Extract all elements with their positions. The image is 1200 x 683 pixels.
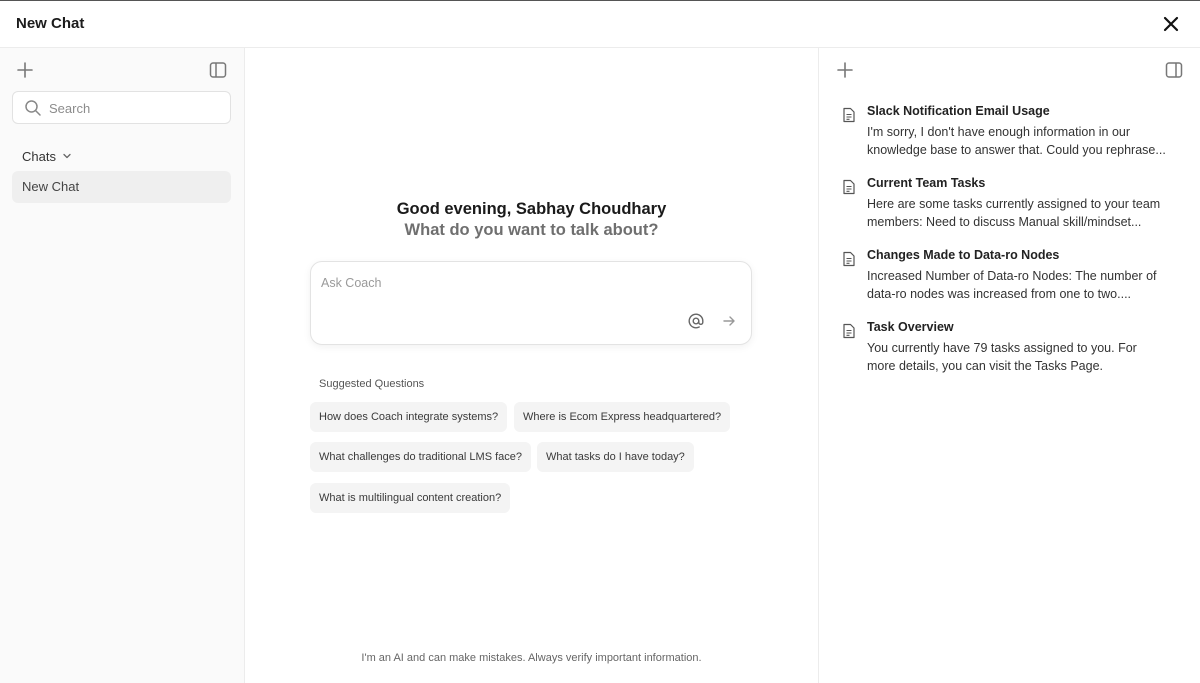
at-icon [687,312,705,330]
suggestion-chip[interactable]: What tasks do I have today? [537,442,694,472]
search-box[interactable] [12,91,231,124]
suggestion-chip[interactable]: How does Coach integrate systems? [310,402,507,432]
page-title: New Chat [16,15,85,32]
new-chat-button[interactable] [834,59,856,81]
main-chat-area [245,48,818,683]
document-icon [841,179,857,195]
suggestion-chip[interactable]: What challenges do traditional LMS face? [310,442,531,472]
new-chat-button[interactable] [14,59,36,81]
ask-coach-input[interactable] [321,272,681,294]
history-item-title: Task Overview [867,320,954,334]
ai-disclaimer: I'm an AI and can make mistakes. Always verify important information. [361,652,702,664]
history-item-snippet: I'm sorry, I don't have enough information in our knowledge base to answer that. Could you rephrase... [867,125,1166,157]
close-button[interactable] [1160,13,1182,35]
header [0,1,1200,48]
arrow-right-icon [721,313,737,329]
search-icon [24,99,42,117]
greeting-subheading: What do you want to talk about? [404,221,659,239]
history-item-snippet: You currently have 79 tasks assigned to you. For more details, you can visit the Tasks Page. [867,341,1137,373]
history-item-snippet: Increased Number of Data-ro Nodes: The number of data-ro nodes was increased from one to two.... [867,269,1157,301]
history-item-snippet: Here are some tasks currently assigned to your team members: Need to discuss Manual skill/mindset... [867,197,1161,229]
chats-section-label: Chats [22,148,56,164]
plus-icon [14,59,36,81]
send-button[interactable] [721,313,737,329]
chat-list-item[interactable] [12,171,231,203]
close-icon [1160,13,1182,35]
chevron-down-icon [62,151,72,161]
sidebar-toggle-icon [207,59,229,81]
ask-coach-box[interactable] [310,261,752,345]
document-icon [841,107,857,123]
history-item-title: Changes Made to Data-ro Nodes [867,248,1060,262]
mention-button[interactable] [687,312,705,330]
panel-toggle-button[interactable] [1163,59,1185,81]
suggested-questions-title: Suggested Questions [319,378,425,390]
chat-history-panel [818,48,1200,683]
chat-list-item-label: New Chat [22,179,80,194]
suggestion-chip[interactable]: What is multilingual content creation? [310,483,510,513]
history-item-title: Current Team Tasks [867,176,986,190]
left-sidebar [0,48,245,683]
greeting-heading: Good evening, Sabhay Choudhary [396,200,667,218]
suggestion-chip[interactable]: Where is Ecom Express headquartered? [514,402,730,432]
chats-section-toggle[interactable] [22,147,72,165]
sidebar-toggle-icon [1163,59,1185,81]
search-input[interactable] [49,98,219,118]
sidebar-toggle-button[interactable] [207,59,229,81]
document-icon [841,251,857,267]
plus-icon [834,59,856,81]
history-item-title: Slack Notification Email Usage [867,104,1050,118]
document-icon [841,323,857,339]
